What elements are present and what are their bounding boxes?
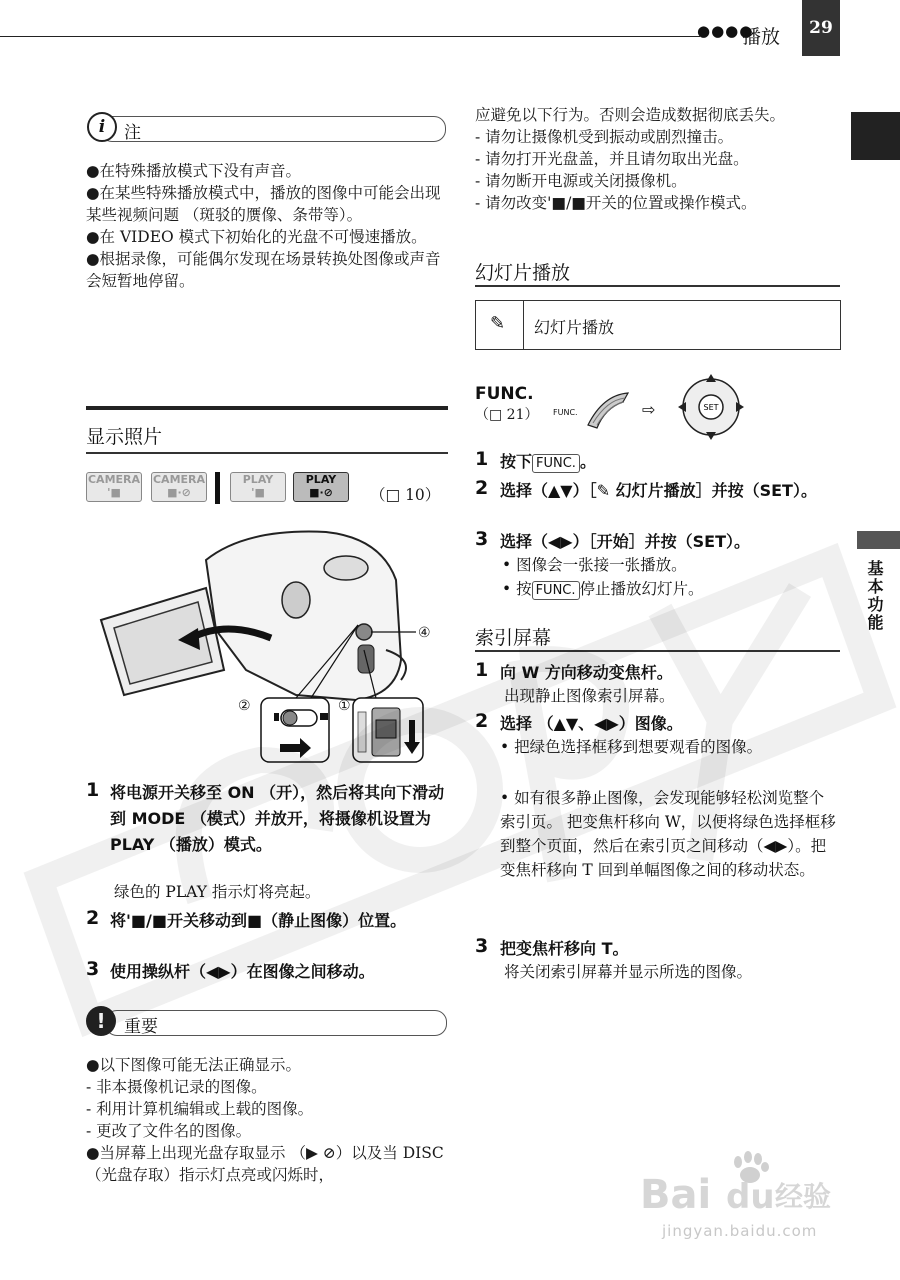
mode-divider (215, 472, 220, 504)
svg-text:du: du (726, 1177, 775, 1217)
step-text: 选择 （▲▼、◀▶）图像。 (500, 714, 683, 733)
step-number: 1 (86, 779, 100, 801)
func-label: FUNC. (475, 384, 534, 404)
mode-play-photo: PLAY ■·⊘ (293, 472, 349, 502)
step-sub-text: • 按 FUNC. 停止播放幻灯片。 (502, 580, 704, 598)
section-underline (475, 285, 840, 287)
section-title-index: 索引屏幕 (475, 627, 552, 649)
step-number: 2 (475, 710, 489, 732)
step-text: 将电源开关移至 ON （开），然后将其向下滑动到 MODE （模式）并放开，将摄像机设置为 PLAY （播放）模式。 (110, 783, 445, 854)
camcorder-illustration (96, 520, 446, 790)
step-text: 把变焦杆移向 T。 (500, 939, 629, 958)
step-number: 3 (475, 935, 489, 957)
note-list (86, 160, 448, 292)
table-divider (523, 301, 524, 349)
func-key: FUNC. (532, 454, 580, 473)
step-text: 选择（▲▼）［✎ 幻灯片播放］并按（SET）。 (500, 481, 817, 500)
step-number: 1 (475, 659, 489, 681)
right-top-list (475, 104, 845, 214)
svg-text:Bai: Bai (640, 1172, 712, 1218)
slideshow-icon: ✎ (490, 313, 506, 334)
header-title: 播放 (742, 26, 781, 48)
side-section-label: 基本功能 (865, 560, 884, 632)
right-top-item: - 请勿打开光盘盖，并且请勿取出光盘。 (475, 150, 749, 168)
step-number: 2 (86, 907, 100, 929)
mode-play-video: PLAY '■ (230, 472, 286, 502)
header-dots: ●●●● (697, 22, 754, 40)
baidu-watermark-logo (640, 1150, 840, 1220)
important-item: - 非本摄像机记录的图像。 (86, 1078, 267, 1096)
step-sub-text: • 如有很多静止图像，会发现能够轻松浏览整个索引页。 把变焦杆移向 W，以便将绿色选择框移到整个页面，然后在索引页之间移动（◀▶）。把变焦杆移向 T 回到单幅图像之间的移动状态。 (500, 789, 836, 879)
step-number: 3 (475, 528, 489, 550)
joystick-dial-icon (676, 372, 746, 442)
slideshow-table-label: 幻灯片播放 (534, 318, 615, 337)
note-bar (100, 116, 446, 142)
important-item: - 更改了文件名的图像。 (86, 1122, 252, 1140)
right-top-item: - 请勿改变'■/■开关的位置或操作模式。 (475, 194, 757, 212)
func-arrow-icon: ⇨ (642, 400, 656, 419)
right-top-item: - 请勿让摄像机受到振动或剧烈撞击。 (475, 128, 734, 146)
step-text: 选择（◀▶）［开始］并按（SET）。 (500, 532, 750, 551)
joystick-icon (356, 624, 372, 640)
step-number: 1 (475, 448, 489, 470)
section-title-display-photos: 显示照片 (86, 426, 163, 448)
callout-4: ④ (418, 625, 431, 641)
page-reference: （□ 10） (370, 486, 441, 504)
important-item: - 利用计算机编辑或上载的图像。 (86, 1100, 314, 1118)
important-item: ●以下图像可能无法正确显示。 (86, 1056, 302, 1074)
baidu-watermark-url: jingyan.baidu.com (662, 1222, 818, 1240)
callout-2: ② (238, 698, 251, 714)
note-item: ●在特殊播放模式下没有声音。 (86, 162, 302, 180)
func-key: FUNC. (532, 581, 580, 600)
step-sub-text: 绿色的 PLAY 指示灯将亮起。 (114, 883, 321, 901)
section-rule (86, 406, 448, 410)
exclamation-icon: ! (86, 1006, 116, 1036)
section-underline (86, 452, 448, 454)
mode-camera-video: CAMERA '■ (86, 472, 142, 502)
step-number: 3 (86, 958, 100, 980)
right-top-item: 应避免以下行为。否则会造成数据彻底丢失。 (475, 106, 786, 124)
func-small-label: FUNC. (553, 408, 578, 417)
func-page-ref: （□ 21） (475, 407, 539, 423)
step-text: 按下 FUNC. 。 (500, 452, 596, 471)
note-title: 注 (124, 123, 141, 143)
step-sub-text: • 把绿色选择框移到想要观看的图像。 (500, 738, 763, 756)
step-text: 将'■/■开关移动到■（静止图像）位置。 (110, 911, 407, 930)
important-title: 重要 (124, 1017, 158, 1037)
section-underline (475, 650, 840, 652)
mode-camera-photo: CAMERA ■·⊘ (151, 472, 207, 502)
slideshow-table (475, 300, 841, 350)
step-text: 使用操纵杆（◀▶）在图像之间移动。 (110, 962, 375, 981)
important-list (86, 1054, 448, 1186)
step-sub-text: • 图像会一张接一张播放。 (502, 556, 687, 574)
info-icon: i (87, 112, 117, 142)
page-number: 29 (802, 0, 840, 56)
important-item: ●当屏幕上出现光盘存取显示 （▶ ⊘）以及当 DISC （光盘存取）指示灯点亮或闪烁时， (86, 1144, 444, 1184)
step-text: 向 W 方向移动变焦杆。 (500, 663, 673, 682)
note-item: ●根据录像，可能偶尔发现在场景转换处图像或声音会短暂地停留。 (86, 250, 441, 290)
step-sub-text: 出现静止图像索引屏幕。 (504, 687, 675, 705)
svg-text:经验: 经验 (775, 1180, 832, 1213)
func-button-graphic (583, 390, 633, 430)
section-title-slideshow: 幻灯片播放 (475, 262, 571, 284)
svg-text:SET: SET (703, 403, 719, 412)
side-tab-marker (851, 112, 900, 160)
note-item: ●在 VIDEO 模式下初始化的光盘不可慢速播放。 (86, 228, 427, 246)
callout-1: ① (338, 698, 351, 714)
header-rule (0, 36, 700, 37)
step-number: 2 (475, 477, 489, 499)
right-top-item: - 请勿断开电源或关闭摄像机。 (475, 172, 687, 190)
step-sub-text: 将关闭索引屏幕并显示所选的图像。 (504, 963, 753, 981)
side-tab-section-marker (857, 531, 900, 549)
note-item: ●在某些特殊播放模式中，播放的图像中可能会出现某些视频问题 （斑驳的赝像、条带等）。 (86, 184, 441, 224)
